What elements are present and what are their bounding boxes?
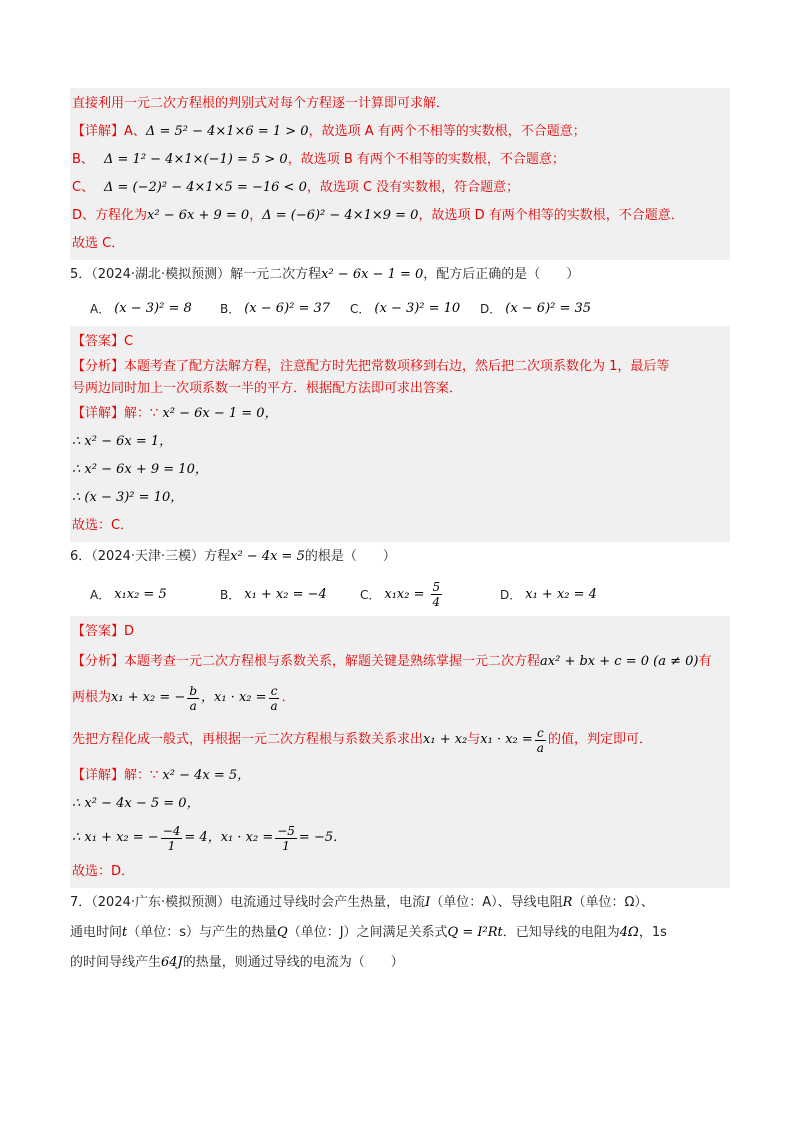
q5-option-c: C． (x − 3)² = 10 — [350, 300, 461, 316]
question-5 — [70, 260, 730, 326]
q5-option-d: D． (x − 6)² = 35 — [480, 300, 592, 316]
q6-conclusion: 故选：D． — [72, 864, 135, 879]
q6-stem: 6．（2024·天津·三模）方程 x² − 4x = 5 的根是（ ） — [70, 549, 396, 564]
q6-analysis-2: 两根为 x₁ + x₂ = − $\frac{b}{a}$ ，x₁ · x₂ = $\frac{c}{a}$ ． — [72, 683, 295, 713]
q5-option-a: A． (x − 3)² = 8 — [90, 300, 192, 316]
prev-intro: 直接利用一元二次方程根的判别式对每个方程逐一计算即可求解． — [72, 96, 450, 111]
q5-step-2: ∴ x² − 6x = 1， — [72, 434, 173, 449]
q6-option-b: B． x₁ + x₂ = −4 — [220, 586, 327, 602]
q6-option-d: D． x₁ + x₂ = 4 — [500, 586, 597, 602]
q5-analysis-1: 【分析】本题考查了配方法解方程，注意配方时先把常数项移到右边，然后把二次项系数化为 1，最后等 — [72, 359, 670, 374]
q6-answer: 【答案】D — [72, 624, 135, 639]
q5-stem: 5．（2024·湖北·模拟预测）解一元二次方程 x² − 6x − 1 = 0 ，配方后正确的是（ ） — [70, 267, 580, 282]
q6-step-2: ∴ x² − 4x − 5 = 0， — [72, 796, 200, 811]
q7-line-3: 的时间导线产生 64J 的热量，则通过导线的电流为（ ） — [70, 955, 404, 970]
q6-option-c: C． x₁x₂ = $\frac{5}{4}$ — [360, 579, 441, 609]
q5-solution — [70, 326, 730, 542]
q5-step-3: ∴ x² − 6x + 9 = 10， — [72, 462, 208, 477]
q5-answer: 【答案】C — [72, 334, 134, 349]
prev-detail-c: C、 Δ = (−2)² − 4×1×5 = −16 < 0 ，故选项 C 没有实数根，符合题意； — [72, 180, 520, 195]
prev-detail-b: B、 Δ = 1² − 4×1×(−1) = 5 > 0 ，故选项 B 有两个不相等的实数根，不合题意； — [72, 152, 565, 167]
q5-options — [70, 290, 730, 326]
page-content — [70, 88, 730, 978]
q5-conclusion: 故选：C． — [72, 518, 134, 533]
q6-detail: 【详解】解：∵ x² − 4x = 5， — [72, 768, 251, 783]
q5-option-b: B． (x − 6)² = 37 — [220, 300, 331, 316]
q6-step-3: ∴ x₁ + x₂ = − $\frac{-4}{1}$ = 4，x₁ · x₂ = $\frac{-5}{1}$ = −5． — [72, 823, 347, 853]
prev-detail-d: D、方程化为 x² − 6x + 9 = 0 ， Δ = (−6)² − 4×1×9 = 0 ，故选项 D 有两个相等的实数根，不合题意． — [72, 208, 684, 223]
q6-analysis-1: 【分析】本题考查一元二次方程根与系数关系，解题关键是熟练掌握一元二次方程 ax² + bx + c = 0 (a ≠ 0) 有 — [72, 654, 712, 669]
q5-detail: 【详解】解：∵ x² − 6x − 1 = 0， — [72, 406, 278, 421]
prev-detail-a: 【详解】 A、 Δ = 5² − 4×1×6 = 1 > 0 ，故选项 A 有两个不相等的实数根，不合题意； — [72, 124, 586, 139]
q7-line-2: 通电时间 t （单位：s）与产生的热量 Q （单位：J）之间满足关系式 Q = I²Rt ．已知导线的电阻为 4Ω ，1s — [70, 925, 667, 940]
prev-conclusion: 故选 C． — [72, 236, 125, 251]
q7-line-1: 7．（2024·广东·模拟预测）电流通过导线时会产生热量，电流 I （单位：A）、导线电阻 R （单位：Ω）、 — [70, 895, 654, 910]
q5-step-4: ∴ (x − 3)² = 10， — [72, 490, 184, 505]
q6-analysis-3: 先把方程化成一般式，再根据一元二次方程根与系数关系求出 x₁ + x₂ 与 x₁ · x₂ = $\frac{c}{a}$ 的值，判定即可． — [72, 725, 652, 755]
q6-options — [70, 572, 730, 616]
q6-solution — [70, 616, 730, 888]
q5-analysis-2: 号两边同时加上一次项系数一半的平方．根据配方法即可求出答案． — [72, 381, 463, 396]
q6-option-a: A． x₁x₂ = 5 — [90, 586, 167, 602]
question-7 — [70, 888, 730, 978]
prev-solution-block — [70, 88, 730, 260]
question-6 — [70, 542, 730, 616]
